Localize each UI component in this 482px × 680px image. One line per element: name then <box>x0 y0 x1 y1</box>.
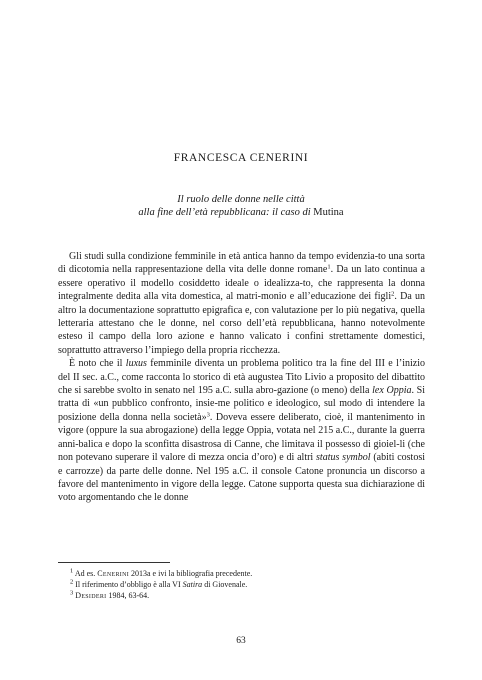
paragraph-1-text-b: . Da un lato continua a essere operativo il modello cosiddetto ideale o idealizza-to, che rappresenta la donna integralmente dedita alla vita domestica, al matri-monio e all’educazione dei figli <box>58 264 425 303</box>
footnote-2-number: 2 <box>70 578 74 586</box>
footnote-1-author: Cenerini <box>97 569 129 578</box>
title-line-2-roman: Mutina <box>313 207 344 218</box>
footnote-ref-3: 3 <box>206 411 210 419</box>
footnote-1 <box>70 568 425 579</box>
body-text <box>58 250 425 505</box>
footnote-3 <box>70 590 425 601</box>
footnotes <box>70 568 425 601</box>
footnote-separator <box>58 562 170 563</box>
footnote-2-text-b: di Giovenale. <box>202 580 248 589</box>
term-luxus: luxus <box>125 358 147 370</box>
footnote-1-number: 1 <box>70 567 74 575</box>
paragraph-2-text-b: femminile diventa un problema politico tra la fine del III e l’inizio del II sec. a.C., come racconta lo storico di età augustea Tito Livio a proposito del dibattito che si sarebbe svolto in senato nel 195 a.C. sulla abro-gazione (o meno) della <box>58 358 425 397</box>
footnote-ref-2: 2 <box>391 290 395 298</box>
term-status-symbol: status symbol <box>316 452 371 464</box>
title-line-2-italic: alla fine dell’età repubblicana: il caso di <box>138 207 311 218</box>
paragraph-2-text-d: . Doveva essere deliberato, cioè, il mantenimento in vigore (oppure la sua abrogazione) della legge Oppia, votata nel 215 a.C., durante la guerra anni-balica e dopo la sconfitta disastrosa di Canne, che limitava il possesso di gioiel-li (che non potevano superare il valore di mezza oncia d’oro) e di altri <box>58 411 425 464</box>
paragraph-1-text-a: Gli studi sulla condizione femminile in età antica hanno da tempo evidenzia-to una sorta di dicotomia nella rappresentazione della vita delle donne romane <box>58 251 425 276</box>
title-line-2 <box>0 206 482 219</box>
paragraph-2 <box>58 357 425 504</box>
footnote-2-satira: Satira <box>182 580 203 589</box>
footnote-2-text-a: Il riferimento d’obbligo è alla VI <box>75 580 183 589</box>
chapter-title <box>0 193 482 219</box>
page-number: 63 <box>236 636 246 646</box>
footnote-ref-1: 1 <box>327 263 331 271</box>
paragraph-2-text-c: . Si tratta di «un pubblico confronto, insie-me politico e ideologico, sul modo di intendere la posizione della donna nella società» <box>58 385 426 423</box>
paragraph-1-text-c: . Da un altro la documentazione soprattutto epigrafica e, con valutazione per lo più negativa, quella letteraria attestano che le donne, nel corso dell’età repubblicana, hanno notevolmente esteso il campo della loro azione e hanno valicato i confini strettamente domestici, soprattutto attraverso l’impiego della propria ricchezza. <box>58 291 425 356</box>
footnote-3-text: 1984, 63-64. <box>106 591 150 600</box>
footnote-3-number: 3 <box>70 589 74 597</box>
footnote-2 <box>70 579 425 590</box>
paragraph-1 <box>58 250 425 357</box>
footnote-3-author: Desideri <box>75 591 107 600</box>
author-name: FRANCESCA CENERINI <box>173 152 309 164</box>
paragraph-2-text-e: (abiti costosi e carrozze) da parte delle donne. Nel 195 a.C. il console Catone pronuncia un discorso a favore del mantenimento in vigore della legge. Catone supporta questa sua dichiarazione di voto argomentando che le donne <box>58 452 426 504</box>
footnote-1-text-a: Ad es. <box>74 569 98 578</box>
paragraph-2-text-a: È noto che il <box>69 358 126 370</box>
term-lex-oppia: lex Oppia <box>372 385 412 397</box>
footnote-1-text-b: 2013a e ivi la bibliografia precedente. <box>129 569 253 578</box>
title-line-1: Il ruolo delle donne nelle città <box>177 194 305 205</box>
